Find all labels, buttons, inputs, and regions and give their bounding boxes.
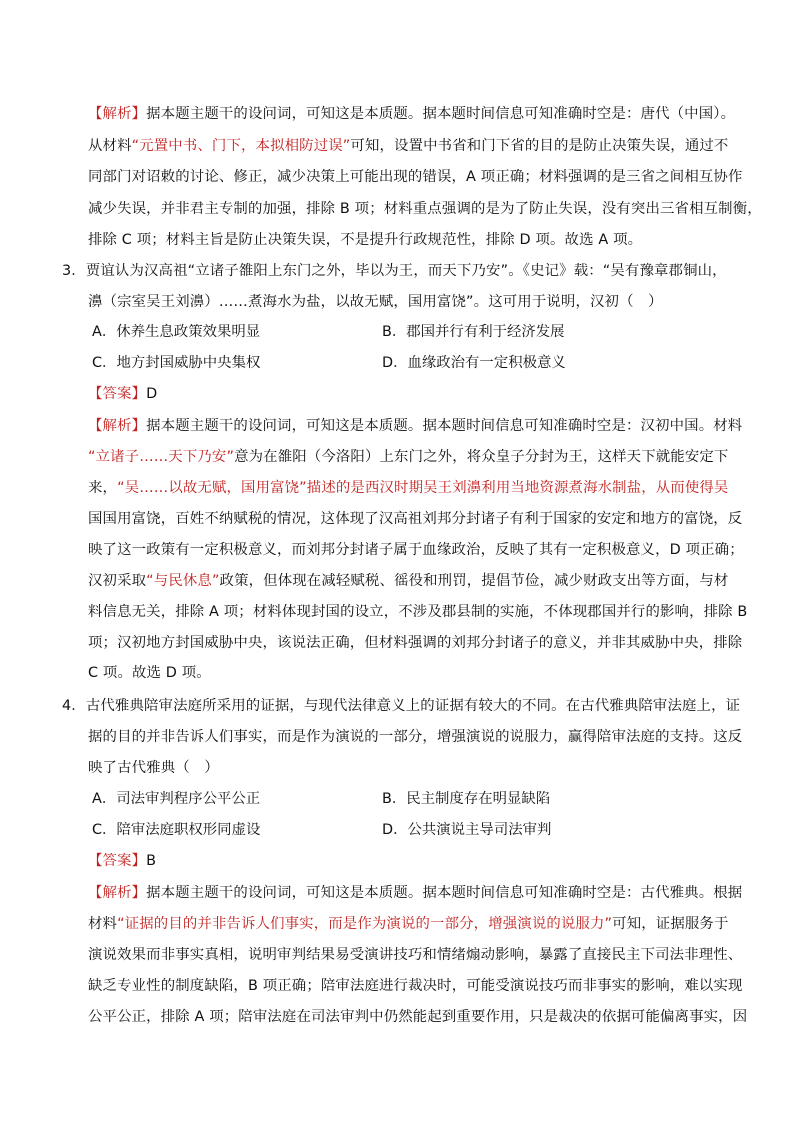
q4-option-b: B．民主制度存在明显缺陷 bbox=[382, 791, 551, 807]
q4-analysis-line-2: 材料“证据的目的并非告诉人们事实，而是作为演说的一部分，增强演说的说服力”可知，证据服务于 bbox=[88, 916, 729, 932]
q3-analysis-line-7: 料信息无关，排除 A 项；材料体现封国的设立，不涉及郡县制的实施，不体现郡国并行的影响，排除 B bbox=[88, 604, 748, 620]
q3-analysis-line-6: 汉初采取“与民休息”政策，但体现在减轻赋税、徭役和刑罚，提倡节俭，减少财政支出等方面，与材 bbox=[88, 573, 729, 589]
q4-option-d: D．公共演说主导司法审判 bbox=[382, 822, 552, 838]
quoted-material: “立诸子……天下乃安” bbox=[88, 449, 235, 465]
q4-option-a: A．司法审判程序公平公正 bbox=[92, 791, 261, 807]
q3-option-d: D．血缘政治有一定积极意义 bbox=[382, 355, 566, 371]
q4-stem-line-1: 4．古代雅典陪审法庭所采用的证据，与现代法律意义上的证据有较大的不同。在古代雅典陪审法庭上，证 bbox=[62, 698, 741, 714]
q3-stem-line-2: 濞（宗室吴王刘濞）……煮海水为盐，以故无赋，国用富饶”。这可用于说明，汉初（ ） bbox=[88, 294, 663, 310]
q4-stem-line-2: 据的目的并非告诉人们事实，而是作为演说的一部分，增强演说的说服力，赢得陪审法庭的支持。这反 bbox=[88, 729, 743, 745]
answer-tag: 【答案】 bbox=[88, 853, 147, 869]
answer-value: D bbox=[146, 386, 158, 402]
q4-analysis-line-1: 【解析】据本题主题干的设问词，可知这是本质题。据本题时间信息可知准确时空是：古代雅典。根据 bbox=[88, 885, 743, 901]
q3-option-a: A．休养生息政策效果明显 bbox=[92, 324, 261, 340]
q3-analysis-line-8: 项；汉初地方封国威胁中央，该说法正确，但材料强调的刘邦分封诸子的意义，并非其威胁中央，排除 bbox=[88, 635, 743, 651]
analysis-tag: 【解析】 bbox=[88, 418, 147, 434]
q3-analysis-line-2: “立诸子……天下乃安”意为在雒阳（今洛阳）上东门之外，将众皇子分封为王，这样天下就能安定下 bbox=[88, 449, 729, 465]
q4-option-c: C．陪审法庭职权形同虚设 bbox=[92, 822, 261, 838]
q3-analysis-line-9: C 项。故选 D 项。 bbox=[88, 665, 211, 681]
q4-analysis-line-3: 演说效果而非事实真相，说明审判结果易受演讲技巧和情绪煽动影响，暴露了直接民主下司法非理性、 bbox=[88, 947, 743, 963]
q2-analysis-line-2: 从材料“元置中书、门下，本拟相防过误”可知，设置中书省和门下省的目的是防止决策失误，通过不 bbox=[88, 138, 729, 154]
q2-analysis-line-5: 排除 C 项；材料主旨是防止决策失误，不是提升行政规范性，排除 D 项。故选 A 项。 bbox=[88, 232, 643, 248]
quoted-material: “元置中书、门下，本拟相防过误” bbox=[131, 138, 351, 154]
q3-analysis-line-5: 映了这一政策有一定积极意义，而刘邦分封诸子属于血缘政治，反映了其有一定积极意义，D 项正确； bbox=[88, 542, 744, 558]
q2-analysis-line-4: 减少失误，并非君主专制的加强，排除 B 项；材料重点强调的是为了防止失误，没有突出三省相互制衡， bbox=[88, 201, 762, 217]
q2-analysis-line-3: 同部门对诏敕的讨论、修正，减少决策上可能出现的错误，A 项正确；材料强调的是三省之间相互协作 bbox=[88, 169, 743, 185]
q4-answer bbox=[88, 851, 156, 871]
q2-analysis-line-1: 【解析】据本题主题干的设问词，可知这是本质题。据本题时间信息可知准确时空是：唐代（中国）。 bbox=[88, 106, 736, 122]
analysis-tag: 【解析】 bbox=[88, 106, 147, 122]
q3-analysis-line-1: 【解析】据本题主题干的设问词，可知这是本质题。据本题时间信息可知准确时空是：汉初中国。材料 bbox=[88, 418, 743, 434]
q3-analysis-line-3: 来，“吴……以故无赋，国用富饶”描述的是西汉时期吴王刘濞利用当地资源煮海水制盐，从而使得吴 bbox=[88, 480, 729, 496]
answer-value: B bbox=[146, 853, 157, 869]
q3-option-b: B．郡国并行有利于经济发展 bbox=[382, 324, 565, 340]
q3-stem-line-1: 3．贾谊认为汉高祖“立诸子雒阳上东门之外，毕以为王，而天下乃安”。《史记》载：“吴有豫章郡铜山， bbox=[62, 263, 727, 279]
quoted-material: “吴……以故无赋，国用富饶”描述的是西汉时期吴王刘濞利用当地资源煮海水制盐，从而使得吴 bbox=[117, 480, 729, 496]
q3-option-c: C．地方封国威胁中央集权 bbox=[92, 355, 261, 371]
q3-answer bbox=[88, 384, 157, 404]
q4-stem-line-3: 映了古代雅典（ ） bbox=[88, 760, 219, 776]
quoted-material: “与民休息” bbox=[146, 573, 220, 589]
answer-tag: 【答案】 bbox=[88, 386, 147, 402]
analysis-tag: 【解析】 bbox=[88, 885, 147, 901]
q3-analysis-line-4: 国国用富饶，百姓不纳赋税的情况，这体现了汉高祖刘邦分封诸子有利于国家的安定和地方的富饶，反 bbox=[88, 511, 743, 527]
quoted-material: “证据的目的并非告诉人们事实，而是作为演说的一部分，增强演说的说服力” bbox=[117, 916, 613, 932]
q4-analysis-line-4: 缺乏专业性的制度缺陷，B 项正确；陪审法庭进行裁决时，可能受演说技巧而非事实的影响，难以实现 bbox=[88, 978, 743, 994]
q4-analysis-line-5: 公平公正，排除 A 项；陪审法庭在司法审判中仍然能起到重要作用，只是裁决的依据可能偏离事实，因 bbox=[88, 1009, 748, 1025]
